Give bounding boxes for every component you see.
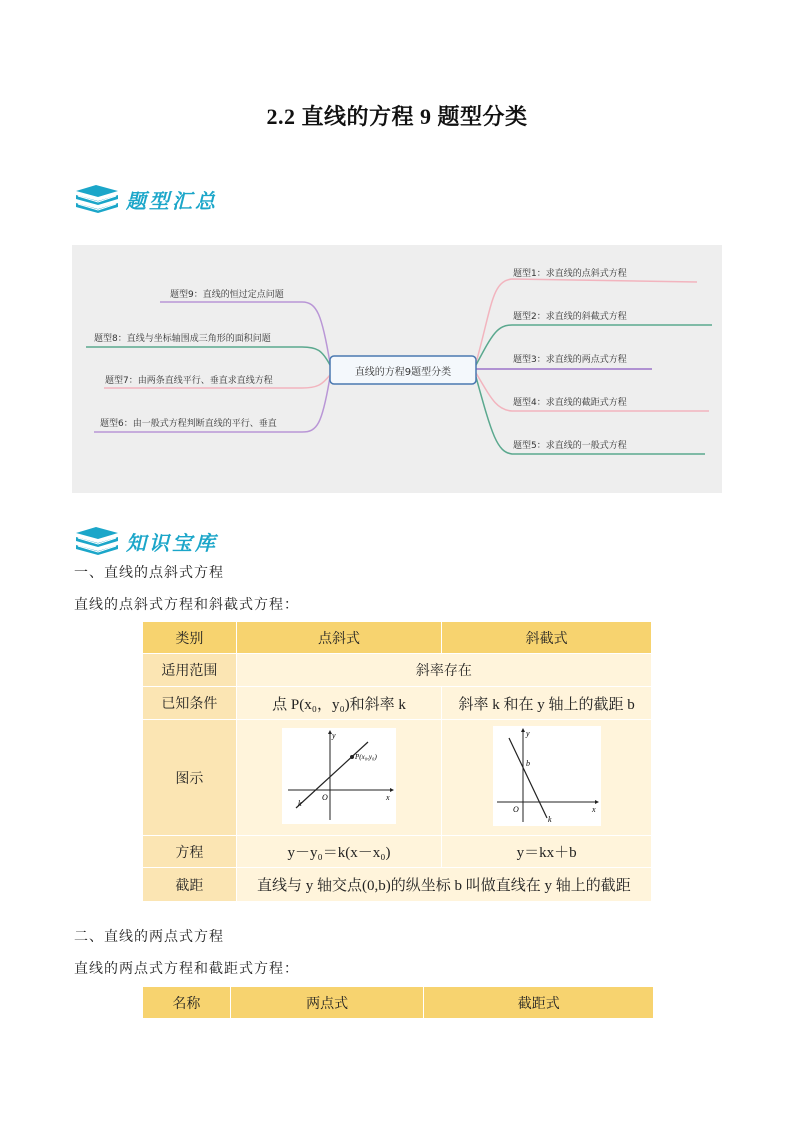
row-label: 适用范围	[143, 654, 237, 687]
table-cell: 直线与 y 轴交点(0,b)的纵坐标 b 叫做直线在 y 轴上的截距	[236, 868, 651, 902]
part2-intro: 直线的两点式方程和截距式方程：	[74, 961, 299, 977]
part1-heading: 一、直线的点斜式方程	[74, 565, 224, 581]
mind-map-item-right-5: 题型5：求直线的一般式方程	[513, 441, 627, 451]
mind-map-item-left-7: 题型7：由两条直线平行、垂直求直线方程	[105, 376, 273, 386]
origin-label: O	[512, 804, 519, 814]
table-header-row	[143, 987, 654, 1019]
axis-label-x: x	[386, 792, 390, 802]
part2-heading: 二、直线的两点式方程	[74, 929, 224, 945]
part1-intro: 直线的点斜式方程和斜截式方程：	[74, 597, 299, 613]
axis-label-y: y	[525, 728, 530, 738]
mind-map-center: 直线的方程9题型分类	[354, 367, 452, 378]
table-cell: 点 P(x₀，y₀)和斜率 k	[236, 687, 442, 720]
table-row	[143, 720, 652, 836]
table-header-cell: 两点式	[230, 987, 424, 1019]
slope-intercept-graph	[493, 726, 601, 826]
mind-map-item-left-9: 题型9：直线的恒过定点问题	[170, 290, 284, 300]
mind-map-item-left-8: 题型8：直线与坐标轴围成三角形的面积问题	[94, 334, 271, 344]
table-header-cell: 截距式	[424, 987, 654, 1019]
table-point-slope	[142, 621, 652, 902]
table-header-cell: 类别	[143, 622, 237, 654]
mind-map-item-left-6: 题型6：由一般式方程判断直线的平行、垂直	[100, 419, 277, 429]
row-label: 图示	[143, 720, 237, 836]
origin-label: O	[322, 792, 328, 802]
axis-label-x: x	[591, 804, 596, 814]
table-cell: 斜率存在	[236, 654, 651, 687]
table-cell	[442, 720, 652, 836]
slope-label: k	[298, 798, 302, 808]
table-row	[143, 868, 652, 902]
books-icon	[74, 525, 120, 559]
mind-map-item-right-1: 题型1：求直线的点斜式方程	[513, 269, 627, 279]
books-icon	[74, 183, 120, 217]
table-header-cell: 点斜式	[236, 622, 442, 654]
mind-map	[72, 245, 722, 493]
table-header-cell: 名称	[143, 987, 231, 1019]
row-label: 方程	[143, 836, 237, 868]
table-cell: y－y₀＝k(x－x₀)	[236, 836, 442, 868]
section-heading-summary	[74, 183, 274, 219]
table-row	[143, 687, 652, 720]
document-title: 2.2 直线的方程 9 题型分类	[266, 104, 528, 129]
mind-map-item-right-4: 题型4：求直线的截距式方程	[513, 398, 627, 408]
intercept-label: b	[525, 758, 530, 768]
table-header-cell: 斜截式	[442, 622, 652, 654]
mind-map-item-right-3: 题型3：求直线的两点式方程	[513, 355, 627, 365]
table-two-point	[142, 986, 654, 1019]
table-cell: 斜率 k 和在 y 轴上的截距 b	[442, 687, 652, 720]
table-cell	[236, 720, 442, 836]
point-label: P(x₀,y₀)	[355, 752, 377, 761]
table-row	[143, 836, 652, 868]
row-label: 已知条件	[143, 687, 237, 720]
point-slope-graph	[282, 728, 396, 824]
table-row	[143, 654, 652, 687]
table-cell: y＝kx＋b	[442, 836, 652, 868]
section-heading-knowledge	[74, 525, 274, 561]
mind-map-item-right-2: 题型2：求直线的斜截式方程	[513, 312, 627, 322]
table-header-row	[143, 622, 652, 654]
row-label: 截距	[143, 868, 237, 902]
section-heading-text: 知识宝库	[126, 531, 218, 555]
section-heading-text: 题型汇总	[126, 189, 218, 213]
slope-label: k	[547, 814, 552, 824]
axis-label-y: y	[332, 730, 336, 740]
